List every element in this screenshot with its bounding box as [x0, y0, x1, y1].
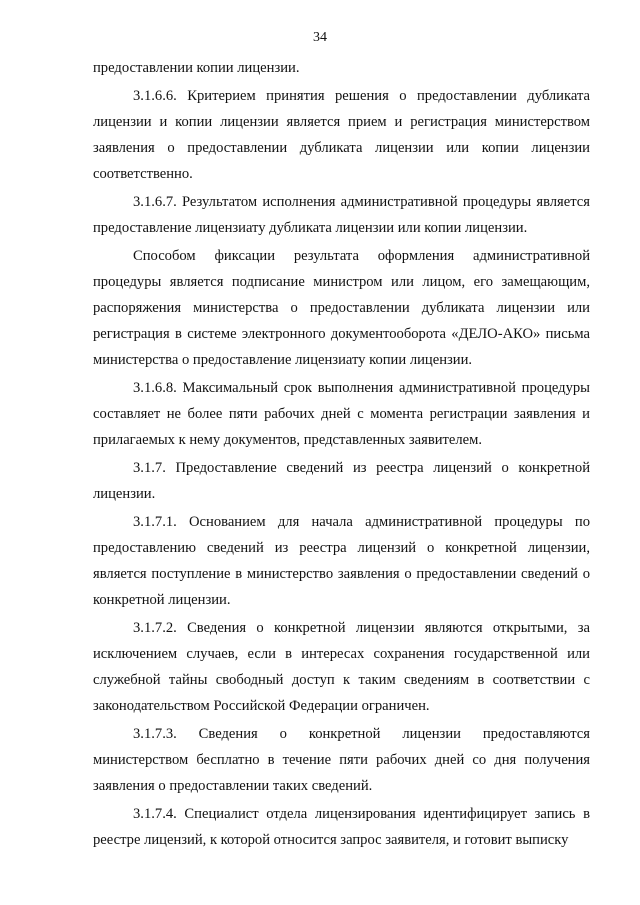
- paragraph-3-1-6-7: 3.1.6.7. Результатом исполнения административной процедуры является предоставление лицензиату дубликата лицензии или копии лицензии.: [93, 194, 590, 236]
- paragraph-fixation-method: Способом фиксации результата оформления административной процедуры является подписание министром или лицом, его замещающим, распоряжения министерства о предоставлении дубликата лицензии или регистрация в системе электронного документооборота «ДЕЛО-АКО» письма министерства о предоставление лицензиату копии лицензии.: [93, 248, 590, 368]
- paragraph-3-1-7-3: 3.1.7.3. Сведения о конкретной лицензии предоставляются министерством бесплатно в течение пяти рабочих дней со дня получения заявления о предоставлении таких сведений.: [93, 726, 590, 794]
- paragraph-3-1-7: 3.1.7. Предоставление сведений из реестра лицензий о конкретной лицензии.: [93, 460, 590, 502]
- paragraph-3-1-7-2: 3.1.7.2. Сведения о конкретной лицензии являются открытыми, за исключением случаев, если в интересах сохранения государственной или служебной тайны свободный доступ к таким сведениям в соответствии с законодательством Российской Федерации ограничен.: [93, 620, 590, 714]
- document-body: [93, 55, 590, 855]
- paragraph-continuation: предоставлении копии лицензии.: [93, 60, 300, 76]
- paragraph-3-1-7-1: 3.1.7.1. Основанием для начала административной процедуры по предоставлению сведений из реестра лицензий о конкретной лицензии, является поступление в министерство заявления о предоставлении сведений о конкретной лицензии.: [93, 514, 590, 608]
- paragraph-3-1-6-8: 3.1.6.8. Максимальный срок выполнения административной процедуры составляет не более пяти рабочих дней с момента регистрации заявления и прилагаемых к нему документов, представленных заявителем.: [93, 380, 590, 448]
- page-number: 34: [313, 30, 327, 45]
- paragraph-3-1-7-4: 3.1.7.4. Специалист отдела лицензирования идентифицирует запись в реестре лицензий, к которой относится запрос заявителя, и готовит выписку: [93, 806, 590, 848]
- paragraph-3-1-6-6: 3.1.6.6. Критерием принятия решения о предоставлении дубликата лицензии и копии лицензии является прием и регистрация министерством заявления о предоставлении дубликата лицензии или копии лицензии соответственно.: [93, 88, 590, 182]
